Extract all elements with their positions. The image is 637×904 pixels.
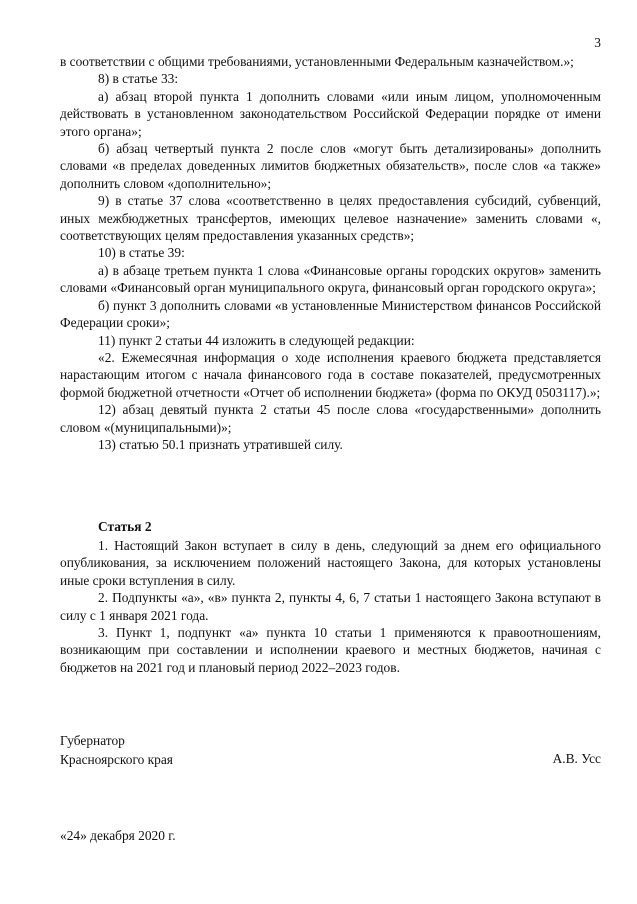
paragraph: 12) абзац девятый пункта 2 статьи 45 после слова «государственными» дополнить словом «(муниципальными)»;	[60, 402, 601, 435]
paragraph: 10) в статье 39:	[98, 245, 185, 261]
paragraph: 1. Настоящий Закон вступает в силу в день, следующий за днем его официального опубликования, за исключением положений настоящего Закона, для которых установлены иные сроки вступления в силу.	[60, 538, 601, 588]
paragraph: а) в абзаце третьем пункта 1 слова «Финансовые органы городских округов» заменить словами «Финансовый орган муниципального округа, финансовый орган городского округа»;	[60, 262, 601, 296]
paragraph: 8) в статье 33:	[98, 71, 179, 87]
article-title: Статья 2	[98, 519, 152, 534]
amendments-text	[60, 53, 601, 453]
paragraph: б) пункт 3 дополнить словами «в установленные Министерством финансов Российской Федерации сроки»;	[60, 297, 601, 331]
page-number: 3	[594, 35, 601, 50]
paragraph: 3. Пункт 1, подпункт «а» пункта 10 статьи 1 применяются к правоотношениям, возникающим при составлении и исполнении краевого и местных бюджетов, начиная с бюджетов на 2021 год и плановый период 2022–2023 годов.	[60, 625, 601, 675]
paragraph: 9) в статье 37 слова «соответственно в целях предоставления субсидий, субвенций, иных межбюджетных трансфертов, имеющих целевое назначение» заменить словами «, соответствующих целям предоставления указанных средств»;	[60, 193, 601, 244]
article-2	[60, 518, 601, 676]
document-date: «24» декабря 2020 г.	[60, 828, 176, 843]
paragraph: 13) статью 50.1 признать утратившей силу.	[98, 436, 343, 452]
paragraph: б) абзац четвертый пункта 2 после слов «могут быть детализированы» дополнить словами «в пределах доведенных лимитов бюджетных обязательств», после слов «а также» дополнить словом «дополнительно»;	[60, 141, 601, 191]
paragraph: а) абзац второй пункта 1 дополнить словами «или иным лицом, уполномоченным действовать в установленном законодательством Российской Федерации порядке от имени этого органа»;	[60, 88, 601, 139]
paragraph: «2. Ежемесячная информация о ходе исполнения краевого бюджета представляется нарастающим итогом с начала финансового года в составе показателей, предусмотренных формой бюджетной отчетности «Отчет об исполнении бюджета» (форма по ОКУД 0503117).»;	[60, 349, 601, 400]
signatory-name: А.В. Усс	[552, 750, 601, 766]
signature-block	[60, 732, 601, 769]
signatory-region: Красноярского края	[60, 751, 173, 767]
paragraph: 2. Подпункты «а», «в» пункта 2, пункты 4, 6, 7 статьи 1 настоящего Закона вступают в силу с 1 января 2021 года.	[60, 590, 601, 623]
signatory-position: Губернатор	[60, 733, 125, 748]
paragraph: в соответствии с общими требованиями, установленными Федеральным казначейством.»;	[60, 54, 574, 69]
paragraph: 11) пункт 2 статьи 44 изложить в следующей редакции:	[98, 332, 415, 348]
